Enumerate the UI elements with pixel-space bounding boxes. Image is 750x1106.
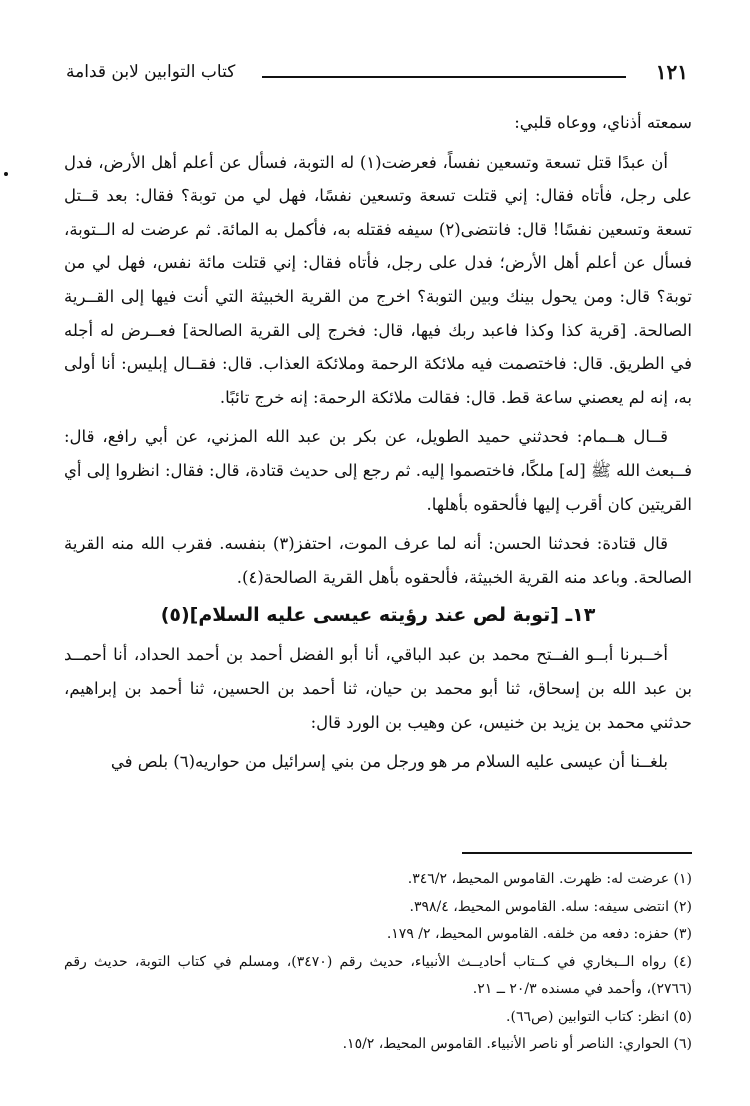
- paragraph: سمعته أذناي، ووعاه قلبي:: [514, 113, 692, 132]
- margin-dot: [4, 172, 8, 176]
- footnote-rule: [462, 852, 692, 854]
- page-number: ١٢١: [655, 60, 688, 84]
- footnote: (٦) الحواري: الناصر أو ناصر الأنبياء. القاموس المحيط، ١٥/٢.: [342, 1036, 692, 1052]
- footnote: (٣) حفزه: دفعه من خلفه. القاموس المحيط، ٢/ ١٧٩.: [386, 926, 692, 942]
- footnote: (٥) انظر: كتاب التوابين (ص٦٦).: [506, 1008, 692, 1025]
- page-header: [66, 58, 688, 92]
- paragraph: قــال هــمام: فحدثني حميد الطويل، عن بكر بن عبد الله المزني، عن أبي رافع، قال: فــبعث الله ﷺ [له] ملكًا، فاختصموا إليه. ثم رجع إلى حديث قتادة، قال: فقال: انظروا إلى أي القريتين كان أقرب إليها فألحقوه بأهلها.: [64, 427, 692, 514]
- section-title: ١٣ـ [توبة لص عند رؤيته عيسى عليه السلام](٥): [160, 604, 596, 627]
- main-text: [64, 106, 692, 785]
- footnote: (١) عرضت له: ظهرت. القاموس المحيط، ٣٤٦/٢.: [407, 871, 692, 887]
- footnote: (٢) انتضى سيفه: سله. القاموس المحيط، ٣٩٨/٤.: [409, 898, 692, 915]
- paragraph: أن عبدًا قتل تسعة وتسعين نفساً، فعرضت(١) له التوبة، فسأل عن أعلم أهل الأرض، فدل على رجل، فأتاه فقال: إني قتلت تسعة وتسعين نفسًا، فهل لي من توبة؟ فقال: بعد قــتل تسعة وتسعين نفسًا! قال: فانتضى(٢) سيفه فقتله به، فأكمل به المائة. ثم عرضت له الــتوبة، فسأل عن أعلم أهل الأرض؛ فدل على رجل، فأتاه فقال: إني قتلت مائة نفس، فهل لي من توبة؟ قال: ومن يحول بينك وبين التوبة؟ اخرج من القرية الخبيثة التي أنت فيها إلى القــرية الصالحة. [قرية كذا وكذا فاعبد ربك فيها، قال: فخرج إلى القرية الصالحة] فعــرض له أجله في الطريق. قال: فاختصمت فيه ملائكة الرحمة وملائكة العذاب. قال: فقــال إبليس: أنا أولى به، إنه لم يعصني ساعة قط. قال: فقالت ملائكة الرحمة: إنه خرج تائبًا.: [64, 152, 692, 407]
- paragraph: بلغــنا أن عيسى عليه السلام مر هو ورجل من بني إسرائيل من حواريه(٦) بلص في: [110, 752, 668, 772]
- running-title: كتاب التوابين لابن قدامة: [66, 62, 236, 82]
- header-rule: [262, 76, 626, 78]
- footnote: (٤) رواه الــبخاري في كــتاب أحاديــث الأنبياء، حديث رقم (٣٤٧٠)، ومسلم في كتاب التوبة، حديث رقم (٢٧٦٦)، وأحمد في مسنده ٢٠/٣ ــ ٢١.: [64, 953, 693, 997]
- paragraph: قال قتادة: فحدثنا الحسن: أنه لما عرف الموت، احتفز(٣) بنفسه. فقرب الله منه القرية الصالحة. وباعد منه القرية الخبيثة، فألحقوه بأهل القرية الصالحة(٤).: [64, 534, 692, 587]
- paragraph: أخــبرنا أبــو الفــتح محمد بن عبد الباقي، أنا أبو الفضل أحمد بن أحمد الحداد، أنا أحمــد بن عبد الله بن إسحاق، ثنا أبو محمد بن حيان، ثنا أحمد بن الحسين، ثنا أحمد بن إبراهيم، حدثني محمد بن يزيد بن خنيس، عن وهيب بن الورد قال:: [64, 645, 692, 732]
- footnotes: [64, 866, 692, 1059]
